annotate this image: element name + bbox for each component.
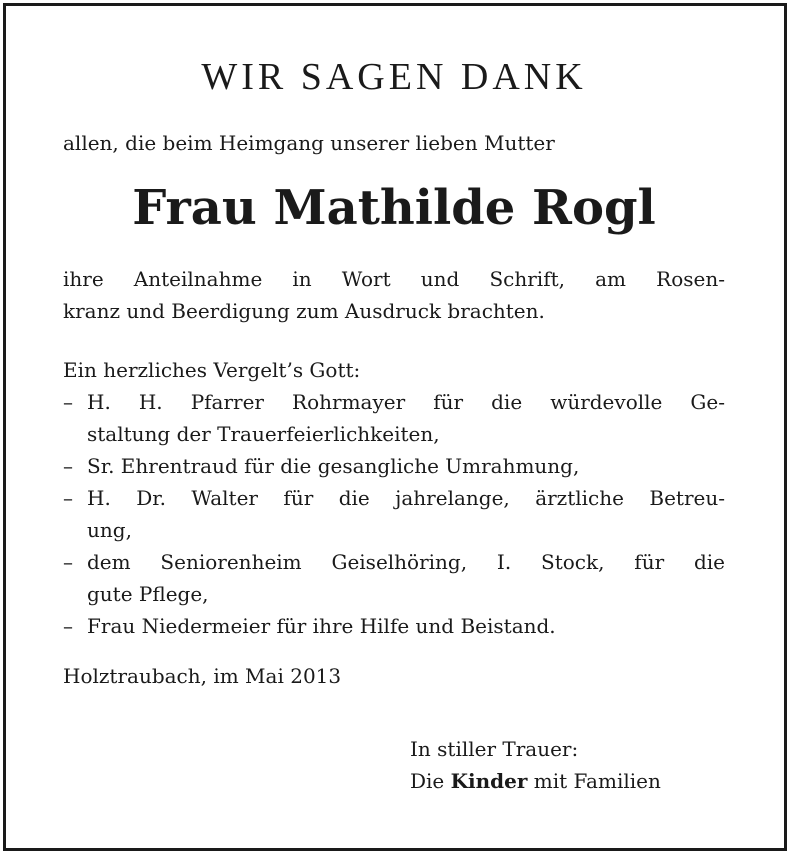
- thanks-list: [63, 386, 725, 642]
- place-date: Holztraubach, im Mai 2013: [63, 664, 342, 688]
- thanks-item: [63, 482, 725, 546]
- thanks-item-line: dem Seniorenheim Geiselhöring, I. Stock, für die: [87, 550, 725, 574]
- paragraph-line: kranz und Beerdigung zum Ausdruck brachten.: [63, 299, 545, 323]
- signature-block: [410, 733, 661, 797]
- signature-line: In stiller Trauer:: [410, 737, 579, 761]
- dash-bullet: –: [63, 454, 73, 478]
- dash-bullet: –: [63, 614, 73, 638]
- notice-heading: WIR SAGEN DANK: [201, 56, 587, 98]
- thanks-item-line: ung,: [87, 518, 132, 542]
- signature-suffix: mit Familien: [533, 769, 661, 793]
- thanks-item-line: staltung der Trauerfeierlichkeiten,: [87, 422, 440, 446]
- gratitude-paragraph: [63, 263, 725, 327]
- intro-text: allen, die beim Heimgang unserer lieben Mutter: [63, 131, 555, 155]
- dash-bullet: –: [63, 550, 73, 574]
- deceased-name: Frau Mathilde Rogl: [132, 180, 656, 236]
- thanks-item-line: Frau Niedermeier für ihre Hilfe und Beistand.: [87, 614, 556, 638]
- signature-bold: Kinder: [450, 769, 528, 793]
- dash-bullet: –: [63, 486, 73, 510]
- thanks-title: Ein herzliches Vergelt’s Gott:: [63, 358, 361, 382]
- thanks-section: [63, 354, 725, 642]
- paragraph-line: ihre Anteilnahme in Wort und Schrift, am Rosen-: [63, 267, 725, 291]
- signature-line: [410, 765, 661, 797]
- dash-bullet: –: [63, 390, 73, 414]
- thanks-item-line: Sr. Ehrentraud für die gesangliche Umrahmung,: [87, 454, 580, 478]
- thanks-item-line: H. H. Pfarrer Rohrmayer für die würdevolle Ge-: [87, 390, 725, 414]
- signature-prefix: Die: [410, 769, 445, 793]
- thanks-item: [63, 386, 725, 450]
- thanks-item-line: H. Dr. Walter für die jahrelange, ärztliche Betreu-: [87, 486, 725, 510]
- thanks-item: [63, 450, 725, 482]
- thanks-item: [63, 546, 725, 610]
- thanks-item-line: gute Pflege,: [87, 582, 209, 606]
- thanks-item: [63, 610, 725, 642]
